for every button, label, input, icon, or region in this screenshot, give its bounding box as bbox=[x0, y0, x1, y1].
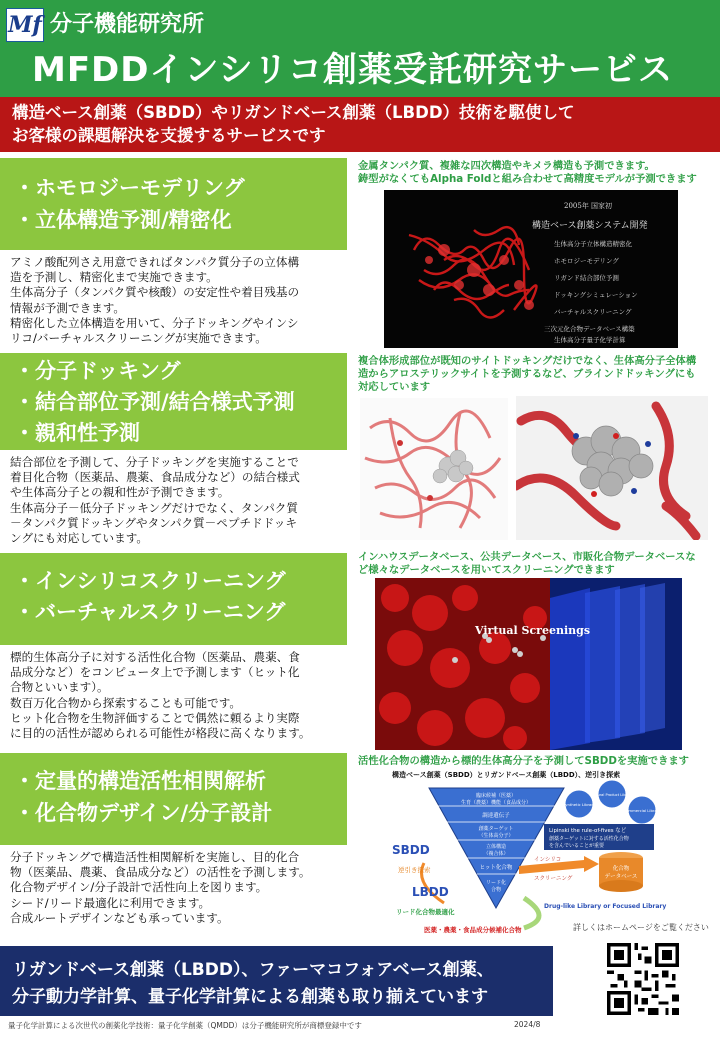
section-1-heading-line: ・ホモロジーモデリング bbox=[14, 176, 245, 200]
body-line: 物（医薬品、農薬、食品成分など）の活性を予測します。 bbox=[10, 865, 311, 880]
lipinski-note: Lipinski the rule-of-fives など bbox=[549, 828, 627, 834]
caption-line: ど様々なデータベースを用いてスクリーニングできます bbox=[358, 564, 615, 576]
figure-item: 三次元化合物データベース構築 bbox=[544, 325, 635, 333]
section-2-heading-line: ・親和性予測 bbox=[14, 421, 140, 445]
section-2-body bbox=[10, 455, 350, 546]
section-1-heading bbox=[0, 158, 347, 250]
db-label: 化合物 bbox=[612, 866, 630, 872]
reverse-search-label: 逆引き探索 bbox=[398, 866, 431, 874]
caption-line: インハウスデータベース、公共データベース、市販化合物データベースな bbox=[358, 551, 696, 563]
triangle-label: ヒット化合物 bbox=[479, 865, 513, 871]
figure-item: リガンド結合部位予測 bbox=[554, 274, 619, 282]
body-line: に目的の活性が認められる可能性が格段に高くなります。 bbox=[10, 726, 311, 741]
section-4-body bbox=[10, 850, 350, 926]
section-3-caption bbox=[358, 551, 696, 577]
body-line: 化合物デザイン/分子設計で活性向上を図ります。 bbox=[10, 880, 268, 895]
header bbox=[0, 0, 720, 97]
figure-item: バーチャルスクリーニング bbox=[554, 308, 632, 316]
figure-year-label: 2005年 国家初 bbox=[564, 202, 613, 210]
section-2-heading-line: ・分子ドッキング bbox=[14, 359, 181, 383]
footer-note: 量子化学計算による次世代の創薬化学技術：量子化学創薬（QMDD）は分子機能研究所が商標登録中です bbox=[8, 1021, 362, 1030]
logo: Mf bbox=[6, 8, 44, 42]
section-3-body bbox=[10, 650, 350, 741]
triangle-label: 生育（農薬）機能（食品成分） bbox=[460, 800, 532, 806]
lbdd-label: LBDD bbox=[412, 885, 449, 899]
section-3-heading-line: ・インシリコスクリーニング bbox=[14, 569, 286, 593]
bottom-banner-line: リガンドベース創薬（LBDD）、ファーマコフォアベース創薬、 bbox=[12, 960, 494, 980]
triangle-label: （複合体） bbox=[483, 851, 509, 857]
lead-optimization-label: リード化合物最適化 bbox=[396, 908, 455, 916]
library-circle-label: Commercial Library bbox=[623, 808, 661, 813]
section-1-caption bbox=[358, 160, 697, 186]
caption-line: 活性化合物の構造から標的生体高分子を予測してSBDDを実施できます bbox=[358, 755, 689, 767]
figure-sbdd-lbdd-diagram bbox=[384, 768, 684, 938]
lipinski-note: を含んでいることが重要 bbox=[549, 843, 605, 849]
bottom-banner-line: 分子動力学計算、量子化学計算による創薬も取り揃えています bbox=[12, 987, 488, 1007]
body-line: 生体高分子（タンパク質や核酸）の安定性や着目残基の bbox=[10, 285, 300, 300]
library-circle-label: Natural Product Library bbox=[591, 793, 633, 797]
bottom-banner bbox=[0, 946, 553, 1016]
qr-code[interactable] bbox=[607, 943, 679, 1015]
screening-label: スクリーニング bbox=[534, 876, 573, 882]
section-3-heading-line: ・バーチャルスクリーニング bbox=[14, 600, 286, 624]
section-2-caption bbox=[358, 355, 696, 394]
lipinski-note: 創薬ターゲットに対する活性化合物 bbox=[549, 836, 629, 842]
sbdd-label: SBDD bbox=[392, 843, 430, 857]
triangle-label: （生体高分子） bbox=[478, 833, 514, 839]
diagram-title: 構造ベース創薬（SBDD）とリガンドベース創薬（LBDD）、逆引き探索 bbox=[392, 771, 621, 779]
protein-ribbon-image bbox=[384, 190, 678, 348]
section-1-body bbox=[10, 255, 350, 346]
intro-line-1: 構造ベース創薬（SBDD）やリガンドベース創薬（LBDD）技術を駆使して bbox=[12, 103, 575, 122]
body-line: アミノ酸配列さえ用意できればタンパク質分子の立体構 bbox=[10, 255, 300, 269]
figure-item: 生体高分子立体構造精密化 bbox=[554, 240, 632, 248]
caption-line: 鋳型がなくてもAlpha Foldと組み合わせて高精度モデルが予測できます bbox=[358, 173, 697, 185]
body-line: や生体高分子との親和性が予測できます。 bbox=[10, 485, 230, 500]
caption-line: 対応しています bbox=[358, 381, 431, 393]
body-line: 合成ルートデザインなども承っています。 bbox=[10, 910, 229, 925]
page-title: MFDDインシリコ創薬受託研究サービス bbox=[32, 50, 673, 90]
docking-overview-image bbox=[360, 398, 508, 540]
triangle-label: 立体構造 bbox=[485, 844, 507, 850]
caption-line: 金属タンパク質、複雑な四次構造やキメラ構造も予測できます。 bbox=[358, 160, 655, 172]
body-line: 造を予測し、精密化まで実施できます。 bbox=[10, 270, 218, 285]
candidate-compounds-label: 医薬・農薬・食品成分候補化合物 bbox=[424, 926, 522, 934]
body-line: 数百万化合物から探索することも可能です。 bbox=[10, 695, 241, 710]
figure-virtual-screening bbox=[375, 578, 682, 750]
triangle-label: 臨床候補（医薬） bbox=[475, 793, 517, 799]
body-line: 合物といいます）。 bbox=[10, 680, 109, 695]
virtual-screenings-label: Virtual Screenings bbox=[475, 624, 591, 637]
body-line: 品成分など）をコンピュータ上で予測します（ヒット化 bbox=[10, 665, 300, 680]
triangle-label: 調達遺伝子 bbox=[482, 813, 510, 819]
body-line: ングにも対応しています。 bbox=[10, 531, 148, 546]
figure-item: ホモロジーモデリング bbox=[554, 257, 619, 265]
homepage-note: 詳しくはホームページをご覧ください bbox=[573, 923, 709, 932]
body-line: 着目化合物（医薬品、農薬、食品成分など）の結合様式 bbox=[10, 470, 300, 485]
library-circle-label: Synthetic Library bbox=[562, 802, 596, 807]
screening-label: インシリコ bbox=[534, 857, 562, 863]
body-line: 標的生体高分子に対する活性化合物（医薬品、農薬、食 bbox=[10, 650, 300, 664]
body-line: 情報が予測できます。 bbox=[10, 300, 126, 315]
triangle-label: 合物 bbox=[490, 887, 502, 893]
section-1-heading-line: ・立体構造予測/精密化 bbox=[14, 208, 232, 232]
body-line: ヒット化合物を生物評価することで偶然に頼るより実際 bbox=[10, 710, 300, 725]
org-name: 分子機能研究所 bbox=[50, 12, 205, 37]
figure-item: 生体高分子量子化学計算 bbox=[554, 336, 626, 344]
body-line: 生体高分子－低分子ドッキングだけでなく、タンパク質 bbox=[10, 500, 298, 515]
section-4-heading-line: ・定量的構造活性相関解析 bbox=[14, 769, 266, 793]
section-4-heading bbox=[0, 753, 347, 845]
drug-like-library-label: Drug-like Library or Focused Library bbox=[544, 903, 667, 910]
triangle-label: 創薬ターゲット bbox=[478, 826, 514, 832]
section-3-heading bbox=[0, 553, 347, 645]
figure-system-title: 構造ベース創薬システム開発 bbox=[532, 221, 648, 231]
triangle-label: リード化 bbox=[485, 880, 507, 886]
body-line: －タンパク質ドッキングやタンパク質－ペプチドドッキ bbox=[10, 515, 297, 530]
section-2-heading-line: ・結合部位予測/結合様式予測 bbox=[14, 390, 295, 414]
section-4-heading-line: ・化合物デザイン/分子設計 bbox=[14, 801, 273, 825]
db-label: データベース bbox=[604, 874, 638, 880]
intro-banner bbox=[0, 97, 720, 152]
sbdd-lbdd-diagram bbox=[384, 768, 684, 938]
caption-line: 複合体形成部位が既知のサイトドッキングだけでなく、生体高分子全体構 bbox=[358, 355, 697, 367]
body-line: 分子ドッキングで構造活性相関解析を実施し、目的化合 bbox=[10, 850, 300, 864]
footer-date: 2024/8 bbox=[514, 1020, 541, 1029]
caption-line: 造からアロステリックサイトを予測するなど、ブラインドドッキングにも bbox=[358, 368, 696, 380]
figure-docking-closeup bbox=[516, 396, 708, 540]
figure-protein-structure-system bbox=[384, 190, 678, 348]
virtual-screening-image bbox=[375, 578, 682, 750]
section-2-heading bbox=[0, 353, 347, 450]
body-line: シード/リード最適化に利用できます。 bbox=[10, 895, 211, 910]
section-4-caption bbox=[358, 755, 689, 768]
body-line: リコ/バーチャルスクリーニングが実施できます。 bbox=[10, 331, 267, 346]
docking-closeup-image bbox=[516, 396, 708, 540]
figure-item: ドッキングシミュレーション bbox=[554, 291, 638, 299]
body-line: 精密化した立体構造を用いて、分子ドッキングやインシ bbox=[10, 315, 299, 330]
body-line: 結合部位を予測して、分子ドッキングを実施することで bbox=[10, 455, 299, 469]
intro-line-2: お客様の課題解決を支援するサービスです bbox=[12, 126, 326, 145]
figure-docking-overview bbox=[360, 398, 508, 540]
